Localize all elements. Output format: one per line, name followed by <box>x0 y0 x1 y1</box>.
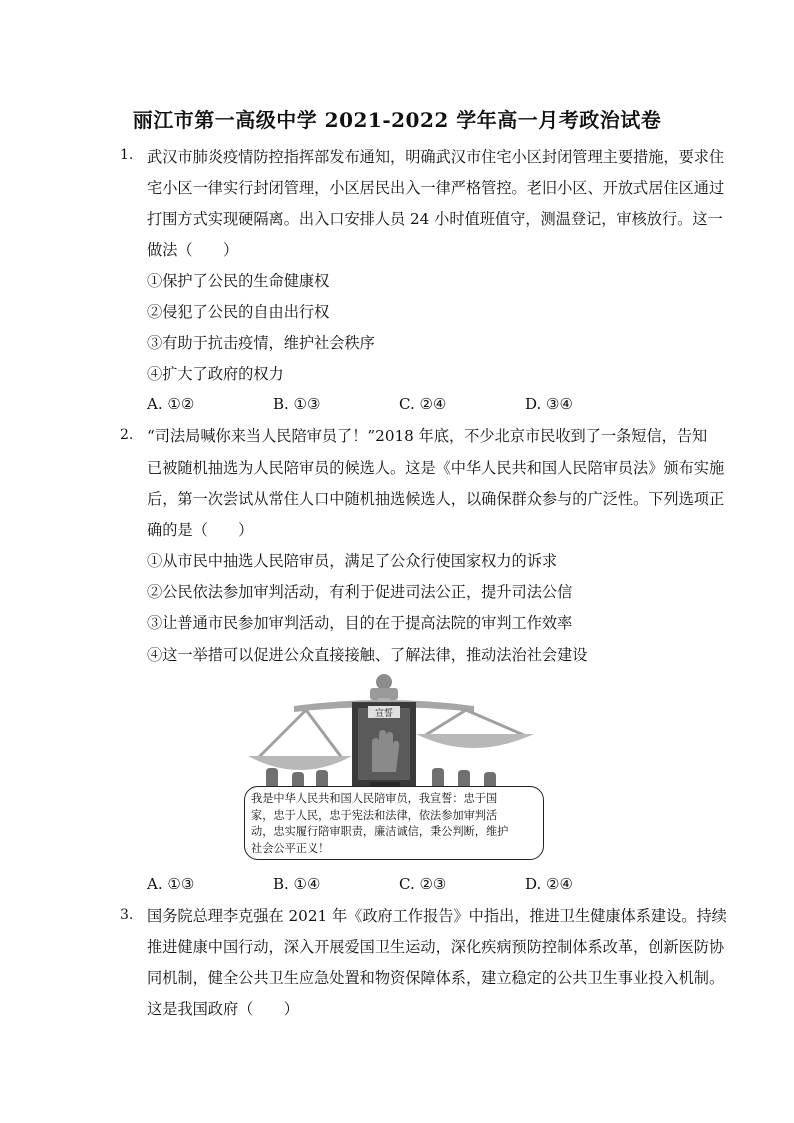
question-1-stem-line-1: 武汉市肺炎疫情防控指挥部发布通知，明确武汉市住宅小区封闭管理主要措施，要求住 <box>147 148 725 166</box>
oath-speech-bubble <box>244 786 544 860</box>
question-1-statement-1: ①保护了公民的生命健康权 <box>147 272 330 290</box>
question-1-option-d[interactable]: D. ③④ <box>525 395 573 413</box>
question-2-stem-line-3: 后，第一次尝试从常住人口中随机抽选候选人，以确保群众参与的广泛性。下列选项正 <box>147 490 725 508</box>
question-1-option-c[interactable]: C. ②④ <box>399 395 447 413</box>
oath-text-line-3: 动，忠实履行陪审职责，廉洁诚信，秉公判断，维护 <box>251 825 509 838</box>
question-2-stem-line-2: 已被随机抽选为人民陪审员的候选人。这是《中华人民共和国人民陪审员法》颁布实施 <box>147 459 725 477</box>
question-3-stem-line-1: 国务院总理李克强在 2021 年《政府工作报告》中指出，推进卫生健康体系建设。持续 <box>147 907 727 925</box>
question-2-statement-1: ①从市民中抽选人民陪审员，满足了公众行使国家权力的诉求 <box>147 552 558 570</box>
question-2-number: 2. <box>120 427 134 443</box>
oath-text-line-4: 社会公平正义！ <box>251 841 330 855</box>
question-1-option-a[interactable]: A. ①② <box>147 395 195 413</box>
question-2-option-c[interactable]: C. ②③ <box>399 875 447 893</box>
question-2-stem-line-1: “司法局喊你来当人民陪审员了！”2018 年底，不少北京市民收到了一条短信，告知 <box>147 427 708 445</box>
right-pan <box>416 734 534 748</box>
question-2-option-b[interactable]: B. ①④ <box>273 875 321 893</box>
question-1-stem-line-4: 做法（ ） <box>147 241 239 259</box>
question-3-stem-line-4: 这是我国政府（ ） <box>147 1000 299 1018</box>
question-2-statement-4: ④这一举措可以促进公众直接接触、了解法律，推动法治社会建设 <box>147 646 588 664</box>
question-2-option-d[interactable]: D. ②④ <box>525 875 573 893</box>
question-3-stem-line-3: 同机制，健全公共卫生应急处置和物资保障体系，建立稳定的公共卫生事业投入机制。 <box>147 969 725 987</box>
question-3-number: 3. <box>120 907 134 923</box>
question-1-number: 1. <box>120 147 134 163</box>
question-3-stem-line-2: 推进健康中国行动，深入开展爱国卫生运动，深化疾病预防控制体系改革，创新医防协 <box>147 938 725 956</box>
left-pan <box>248 756 352 770</box>
question-1-stem-line-3: 打围方式实现硬隔离。出入口安排人员 24 小时值班值守，测温登记，审核放行。这一 <box>147 210 723 228</box>
question-2-statement-2: ②公民依法参加审判活动，有利于促进司法公正，提升司法公信 <box>147 583 573 601</box>
question-2-stem-line-4: 确的是（ ） <box>147 521 254 539</box>
scale-knob <box>376 674 392 690</box>
question-1-stem-line-2: 宅小区一律实行封闭管理，小区居民出入一律严格管控。老旧小区、开放式居住区通过 <box>147 179 725 197</box>
oath-text-line-1: 我是中华人民共和国人民陪审员，我宣誓：忠于国 <box>251 792 498 805</box>
oath-text-line-2: 家，忠于人民，忠于宪法和法律，依法参加审判活 <box>251 808 498 822</box>
question-1-statement-3: ③有助于抗击疫情，维护社会秩序 <box>147 334 375 352</box>
left-string-2 <box>306 710 342 758</box>
question-2-statement-3: ③让普通市民参加审判活动，目的在于提高法院的审判工作效率 <box>147 614 573 632</box>
exam-title: 丽江市第一高级中学 2021-2022 学年高一月考政治试卷 <box>132 108 662 132</box>
right-string-2 <box>466 710 526 736</box>
question-2-option-a[interactable]: A. ①③ <box>147 875 195 893</box>
left-string-1 <box>258 710 306 758</box>
question-1-statement-2: ②侵犯了公民的自由出行权 <box>147 303 330 321</box>
question-1-option-b[interactable]: B. ①③ <box>273 395 321 413</box>
right-string-1 <box>424 710 466 736</box>
question-1-statement-4: ④扩大了政府的权力 <box>147 365 284 383</box>
oath-badge-label: 宣誓 <box>374 709 394 719</box>
